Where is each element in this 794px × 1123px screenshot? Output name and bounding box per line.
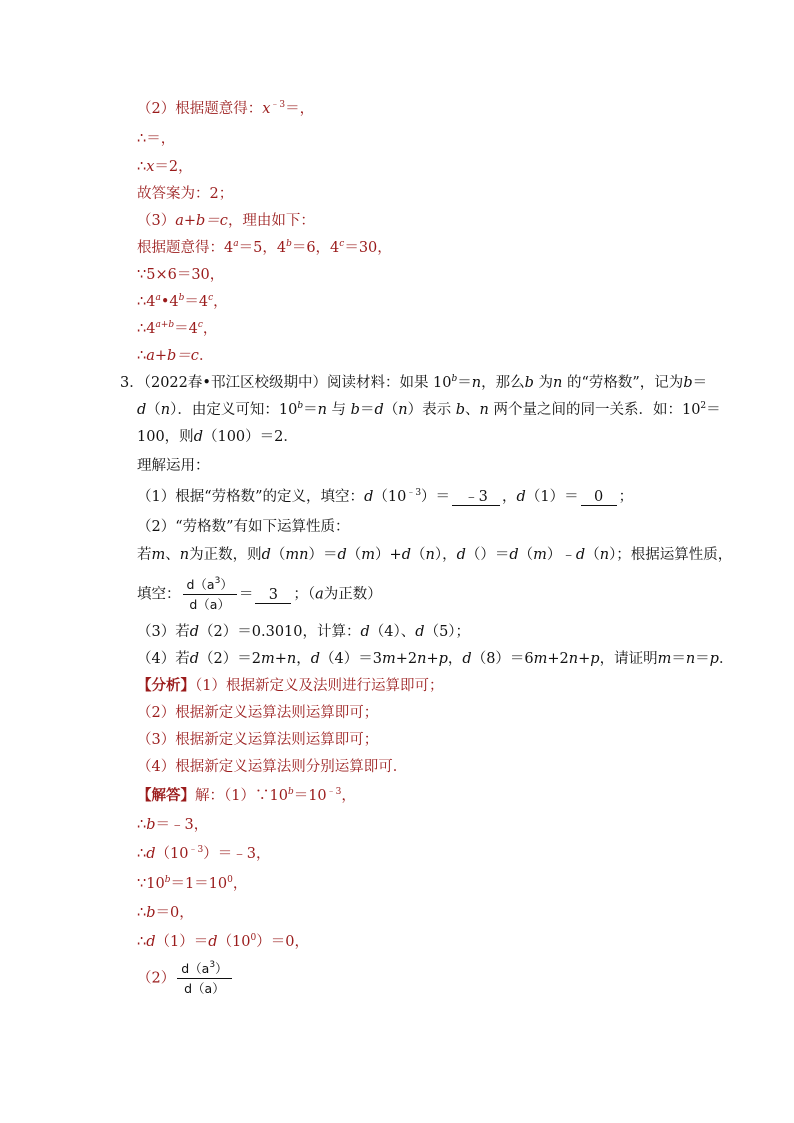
question-3-part2-intro: （2）“劳格数”有如下运算性质： bbox=[137, 519, 350, 535]
line-part3-claim: （3）a+b＝c，理由如下： bbox=[137, 213, 315, 229]
line-power-product: $\therefore 4^a•4^b=4^c$， bbox=[137, 293, 228, 310]
line-conclusion: ∴a+b＝c． bbox=[137, 348, 214, 364]
solution-line-1: 【解答】解：$(1)\because 10^b=10^{﹣3}$， bbox=[137, 787, 356, 804]
question-3-line1: 3．（2022春•邗江区校级期中）阅读材料：如果 $10^b=n$，那么b 为n 的“劳格数”，记为b＝ bbox=[120, 374, 708, 391]
solution-line-7: （2） $\frac{d(a^3)}{d(a)}$ bbox=[137, 960, 234, 997]
line-part3-given: 根据题意得：$4^a=5$，$4^b=6$，$4^c=30$， bbox=[137, 239, 392, 256]
question-3-line2: d（n）．由定义可知：$10^b=n$ 与 b＝d（n）表示 b、n 两个量之间的同一关系．如：$10^2=$ bbox=[137, 401, 721, 418]
line-part2-given: （2）根据题意得：$x^{﹣3}=$， bbox=[137, 100, 315, 117]
question-3-fraction-fill: 填空： $\frac{d(a^3)}{d(a)}$ ＝ 3 ；（a为正数） bbox=[137, 576, 382, 612]
solution-line-4: $\because 10^b=1=10^0$， bbox=[137, 875, 248, 892]
line-therefore-equal: ∴＝， bbox=[137, 131, 176, 147]
line-power-sum: $\therefore 4^{a+b}=4^c$， bbox=[137, 320, 218, 337]
analysis-tag: 【分析】 bbox=[137, 677, 195, 694]
solution-line-2: ∴b＝﹣3， bbox=[137, 817, 209, 833]
solution-fraction: $\frac{d(a^3)}{d(a)}$ bbox=[177, 960, 231, 997]
question-3-part4: （4）若d（2）＝2m+n，d（4）＝3m+2n+p，d（8）＝6m+2n+p，请证明m＝n＝p． bbox=[137, 651, 734, 667]
analysis-line-4: （4）根据新定义运算法则分别运算即可． bbox=[137, 759, 408, 775]
answer-blank-2: 0 bbox=[581, 489, 617, 506]
line-x-equals-2: ∴x＝2， bbox=[137, 159, 193, 175]
solution-line-6: $\therefore d(1)=d(10^0)=0$， bbox=[137, 933, 309, 950]
question-3-property: 若m、n为正数，则d（mn）＝d（m）+d（n），d（）＝d（m）﹣d（n）；根据运算性质， bbox=[137, 547, 733, 563]
line-because-product: ∵5×6＝30， bbox=[137, 267, 225, 283]
line-answer-2: 故答案为：2； bbox=[137, 186, 234, 202]
solution-tag: 【解答】 bbox=[137, 787, 195, 804]
answer-blank-1: ﹣3 bbox=[452, 489, 500, 506]
understand-apply-heading: 理解运用： bbox=[137, 458, 210, 474]
fraction-d-a-cubed-over-d-a: $\frac{d(a^3)}{d(a)}$ bbox=[183, 576, 237, 613]
analysis-line-2: （2）根据新定义运算法则运算即可； bbox=[137, 705, 379, 721]
solution-line-5: ∴b＝0， bbox=[137, 905, 194, 921]
question-3-part3: （3）若d（2）＝0.3010，计算：d（4）、d（5）； bbox=[137, 624, 471, 640]
analysis-line-1: 【分析】（1）根据新定义及法则进行运算即可； bbox=[137, 677, 444, 694]
solution-line-3: $\therefore d(10^{﹣3})=﹣3$， bbox=[137, 845, 271, 862]
question-3-line3: 100，则d（100）＝2． bbox=[137, 429, 298, 445]
analysis-line-3: （3）根据新定义运算法则运算即可； bbox=[137, 732, 379, 748]
question-3-part1: （1）根据“劳格数”的定义，填空：$d(10^{﹣3})=$ ﹣3 ，d（1）＝ 0 ； bbox=[137, 488, 634, 505]
answer-blank-3: 3 bbox=[255, 587, 291, 604]
